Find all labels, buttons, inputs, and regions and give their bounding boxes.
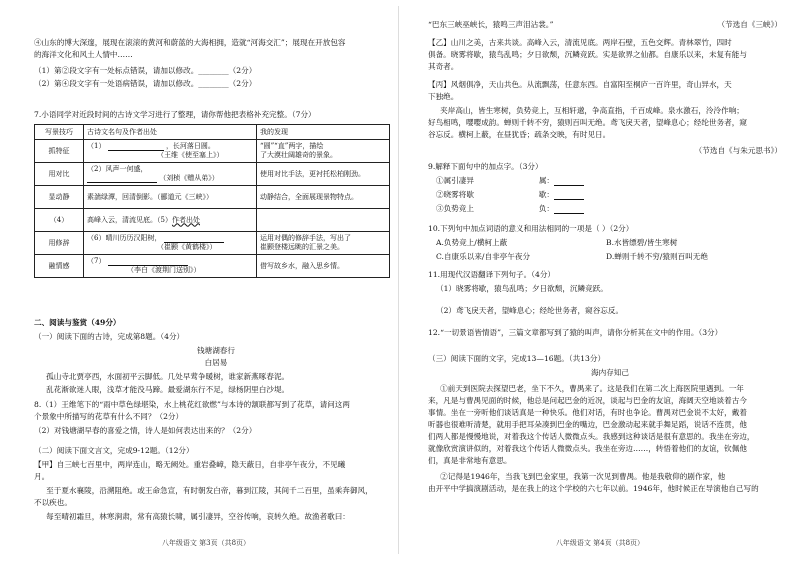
q6-line: 的海洋文化和风土人情中…… <box>34 50 133 59</box>
tech-cell: 融情感 <box>35 255 84 278</box>
quote-source: （崔颢《黄鹤楼》） <box>157 243 217 251</box>
bing-text: 【丙】风烟俱净，天山共色。从流飘荡，任意东西。自富阳至桐庐一百许里，奇山异水，天 <box>428 80 732 89</box>
q9-phrase: ②晓雾将歇 <box>436 190 474 199</box>
sec1-intro: （一）阅读下面的古诗，完成第8题。（4分） <box>34 332 185 341</box>
page-divider <box>398 6 399 554</box>
tech-cell: 用对比 <box>35 163 84 186</box>
quote-cell <box>84 209 257 232</box>
table-header-row <box>35 125 390 140</box>
find-cell <box>257 140 390 163</box>
jia-text: 每至晴初霜旦，林寒涧肃，常有高猿长啸，属引凄异，空谷传响，哀转久绝。故渔者歌曰： <box>46 512 350 521</box>
q9-item <box>428 190 792 200</box>
option-d[interactable]: D.蝉则千转不穷/猿则百叫无绝 <box>606 252 708 261</box>
q10-options <box>428 252 792 262</box>
article-text: 听器也很难听清楚，就用手把耳朵凑到巴金的嘴边，巴金激动起来就手舞足蹈，说话不连贯，他 <box>428 420 747 429</box>
quote-source: （刘桢《赠从弟》） <box>159 174 219 182</box>
find-cell: 使用对比手法，更衬托松柏刚劲。 <box>257 163 390 186</box>
jia-text: 至于夏水襄陵，沿溯阻绝。或王命急宣，有时朝发白帝，暮到江陵，其间千二百里，虽乘奔御风， <box>46 486 373 495</box>
header-cell: 古诗文名句及作者出处 <box>84 125 257 140</box>
table-row <box>35 209 390 232</box>
q9-item <box>428 204 792 214</box>
quote-cell <box>84 140 257 163</box>
article-text: 来，凡是与曹禺见面的时候，他总是问起巴金的近况，谈起与巴金的友谊，海阔天空地谈着古今 <box>428 396 747 405</box>
q9-stem: 9.解释下面句中的加点字。（3分） <box>428 162 543 171</box>
q12-stem: 12.“一切景语皆情语”，三篇文章都写到了猿的叫声，请你分析其在文中的作用。（3分） <box>428 328 723 337</box>
q6-sub2: （2）第④段文字有一处语病错误，请加以修改。________（2分） <box>34 79 257 88</box>
q9-label: 歇： <box>538 190 554 199</box>
quote-cell <box>84 232 257 255</box>
jia-text: 【甲】自三峡七百里中，两岸连山，略无阙处。重岩叠嶂，隐天蔽日，自非亭午夜分，不见曦 <box>34 460 346 469</box>
quote-line: “巴东三峡巫峡长，猿鸣三声泪沾裳。” <box>428 20 554 29</box>
q9-label: 属： <box>538 176 554 185</box>
yi-text: 【乙】山川之美，古来共谈。高峰入云，清流见底。两岸石壁，五色交辉。青林翠竹，四时 <box>428 38 732 47</box>
q8-sub1-cont: 个景象中所描写的花草有什么不同？（2分） <box>34 412 184 421</box>
jia-text: 不以疾也。 <box>34 498 72 507</box>
section-title: 二、阅读与鉴赏（49分） <box>34 318 121 327</box>
q9-label: 负： <box>538 204 554 213</box>
find-text: 崔颢登楼远眺的汇景之美。 <box>260 243 344 251</box>
page-footer: 八年级语文 第3页（共8页） <box>161 539 251 547</box>
page-3 <box>14 0 398 561</box>
quote-source: （李白《渡荆门送别》） <box>127 266 201 274</box>
table-row <box>35 186 390 209</box>
q6-line: ④山东的博大深邃，展现在滚滚的黄河和蔚蓝的大海相拥，造就“河海交汇”；展现在开放包容 <box>34 38 346 47</box>
yi-text: 俱备。晓雾将歇，猿鸟乱鸣；夕日欲颓，沉鳞竞跃。实是欲界之仙都。自康乐以来，未复有能与 <box>428 50 747 59</box>
q9-phrase: ③负势竞上 <box>436 204 474 213</box>
answer-blank[interactable] <box>554 205 584 214</box>
quote-source: （王维《使至塞上》） <box>157 151 224 159</box>
sec2-intro: （二）阅读下面文言文，完成9-12题。（12分） <box>34 446 194 455</box>
q11-sentence: （2）鸢飞戾天者，望峰息心；经纶世务者，窥谷忘反。 <box>436 306 624 315</box>
quote-text: ，长河落日圆。 <box>165 142 215 150</box>
quote-cell: 素湍绿潭，回清倒影。（郦道元《三峡》） <box>84 186 257 209</box>
q9-phrase: ①属引凄异 <box>436 176 474 185</box>
quote-cell <box>84 163 257 186</box>
quote-text: （2）风声一何盛， <box>87 165 148 173</box>
quote-cell <box>84 255 257 278</box>
find-cell <box>257 232 390 255</box>
tech-cell: 显动静 <box>35 186 84 209</box>
quote-text: 高峰入云，清流见底。（5） <box>87 215 172 224</box>
header-cell: 我的发现 <box>257 125 390 140</box>
find-text: 了大漠壮阔雄奇的景象。 <box>260 151 337 159</box>
yi-text: 其奇者。 <box>428 62 459 71</box>
q9-item <box>428 176 792 186</box>
option-b[interactable]: B.水皆缥碧/皆生寒树 <box>606 238 678 247</box>
option-c[interactable]: C.自康乐以来/自非亭午夜分 <box>436 252 531 261</box>
q8-sub2: （2）对钱塘湖早春的喜爱之情，诗人是如何表达出来的？（2分） <box>34 426 257 435</box>
article-text: 就像欣赏演讲似的，对着我这个传话人微微点头。我坐在旁边……，转悟着他们的友谊，钦佩他 <box>428 444 747 453</box>
quote-text: （7） <box>87 257 106 265</box>
jia-text: 月。 <box>34 472 50 481</box>
answer-blank[interactable] <box>108 257 188 266</box>
q7-table <box>34 124 390 278</box>
q11-stem: 11.用现代汉语翻译下列句子。（4分） <box>428 270 556 279</box>
tech-cell: 抓特征 <box>35 140 84 163</box>
article-text: 们，真是非常地有意思。 <box>428 456 512 465</box>
find-cell: 借写故乡水，融入思乡情。 <box>257 255 390 278</box>
table-row <box>35 140 390 163</box>
table-row <box>35 255 390 278</box>
article-text: 们两人都是慢慢地说，对着我这个传话人微微点头。我感到这种谈话是很有意思的。我坐在旁边， <box>428 432 755 441</box>
quote-text: 作者出处 <box>171 215 200 224</box>
answer-blank[interactable] <box>164 234 224 243</box>
poem-author: 白居易 <box>204 358 228 367</box>
q10-stem: 10.下列句中加点词语的意义和用法相同的一项是（ ）（2分） <box>428 224 634 233</box>
article-text: 事情。坐在一旁听他们谈话真是一种快乐。他们对话，有时也争论。曹禺对巴金说不太好，戴着 <box>428 408 747 417</box>
q10-options <box>428 238 792 248</box>
bing-text: 夹岸高山，皆生寒树，负势竞上，互相轩邈，争高直指，千百成峰。泉水激石，泠泠作响； <box>440 106 744 115</box>
answer-blank[interactable] <box>108 142 164 151</box>
page-4 <box>408 0 792 561</box>
poem-title: 钱塘湖春行 <box>197 346 235 355</box>
answer-blank[interactable] <box>554 177 584 186</box>
quote-source: （节选自《三峡》） <box>717 20 782 29</box>
q6-sub1: （1）第②段文字有一处标点错误，请加以修改。________（2分） <box>34 66 257 75</box>
find-cell[interactable] <box>257 209 390 232</box>
poem-line: 乱花渐欲迷人眼，浅草才能没马蹄。最爱湖东行不足，绿杨阴里白沙堤。 <box>46 385 290 394</box>
tech-cell: （4） <box>35 209 84 232</box>
option-a[interactable]: A.负势竞上/横柯上蔽 <box>436 238 508 247</box>
quote-text: （1） <box>87 142 106 150</box>
find-text: 运用对偶的修辞手法，写出了 <box>260 234 351 242</box>
answer-blank[interactable] <box>554 191 584 200</box>
sec3-intro: （三）阅读下面的文字，完成13—16题。（共13分） <box>428 354 606 363</box>
q8-sub1: 8.（1）王维笔下的“雨中草色绿堪染，水上桃花红欲燃”与本诗的颔联都写到了花草，请问这两 <box>34 400 350 409</box>
table-row <box>35 232 390 255</box>
find-text: “圆”“直”两字，描绘 <box>260 142 324 150</box>
bing-text: 谷忘反。横柯上蔽，在昼犹昏；疏条交映，有时见日。 <box>428 130 611 139</box>
page-footer: 八年级语文 第4页（共8页） <box>555 539 645 547</box>
article-text: ②记得是1946年，当我飞到巴金家里，我第一次见到曹禺。他是我敬仰的剧作家，他 <box>440 472 726 481</box>
find-cell: 动静结合，全面展现景物特点。 <box>257 186 390 209</box>
q7-stem: 7.小语同学对近段时间的古诗文学习进行了整理，请你帮他把表格补充完整。（7分） <box>34 110 316 119</box>
q11-sentence: （1）晓雾将歇，猿鸟乱鸣；夕日欲颓，沉鳞竞跃。 <box>436 284 608 293</box>
poem-line: 孤山寺北贾亭西，水面初平云脚低。几处早莺争暖树，谁家新燕啄春泥。 <box>46 372 290 381</box>
quote-text: （6）晴川历历汉阳树， <box>87 234 162 242</box>
answer-blank[interactable] <box>87 174 157 183</box>
table-row <box>35 163 390 186</box>
bing-text: 下独绝。 <box>428 92 459 101</box>
bing-source: （节选自《与朱元思书》） <box>694 146 782 155</box>
header-cell: 写景技巧 <box>35 125 84 140</box>
bing-text: 好鸟相鸣，嘤嘤成韵。蝉则千转不穷，猿则百叫无绝。鸢飞戾天者，望峰息心；经纶世务者，窥 <box>428 118 747 127</box>
article-text: ①前天到医院去探望巴老，坐下不久，曹禺来了。这是我们在第二次上海医院里遇到。一年 <box>440 384 744 393</box>
article-text: 由开平中学搞演剧活动，是在我上的这个学校的六七年以前。1946年，他时候正在导演他自己写的 <box>428 484 759 493</box>
tech-cell: 用修辞 <box>35 232 84 255</box>
article-title: 海内存知己 <box>591 368 629 377</box>
